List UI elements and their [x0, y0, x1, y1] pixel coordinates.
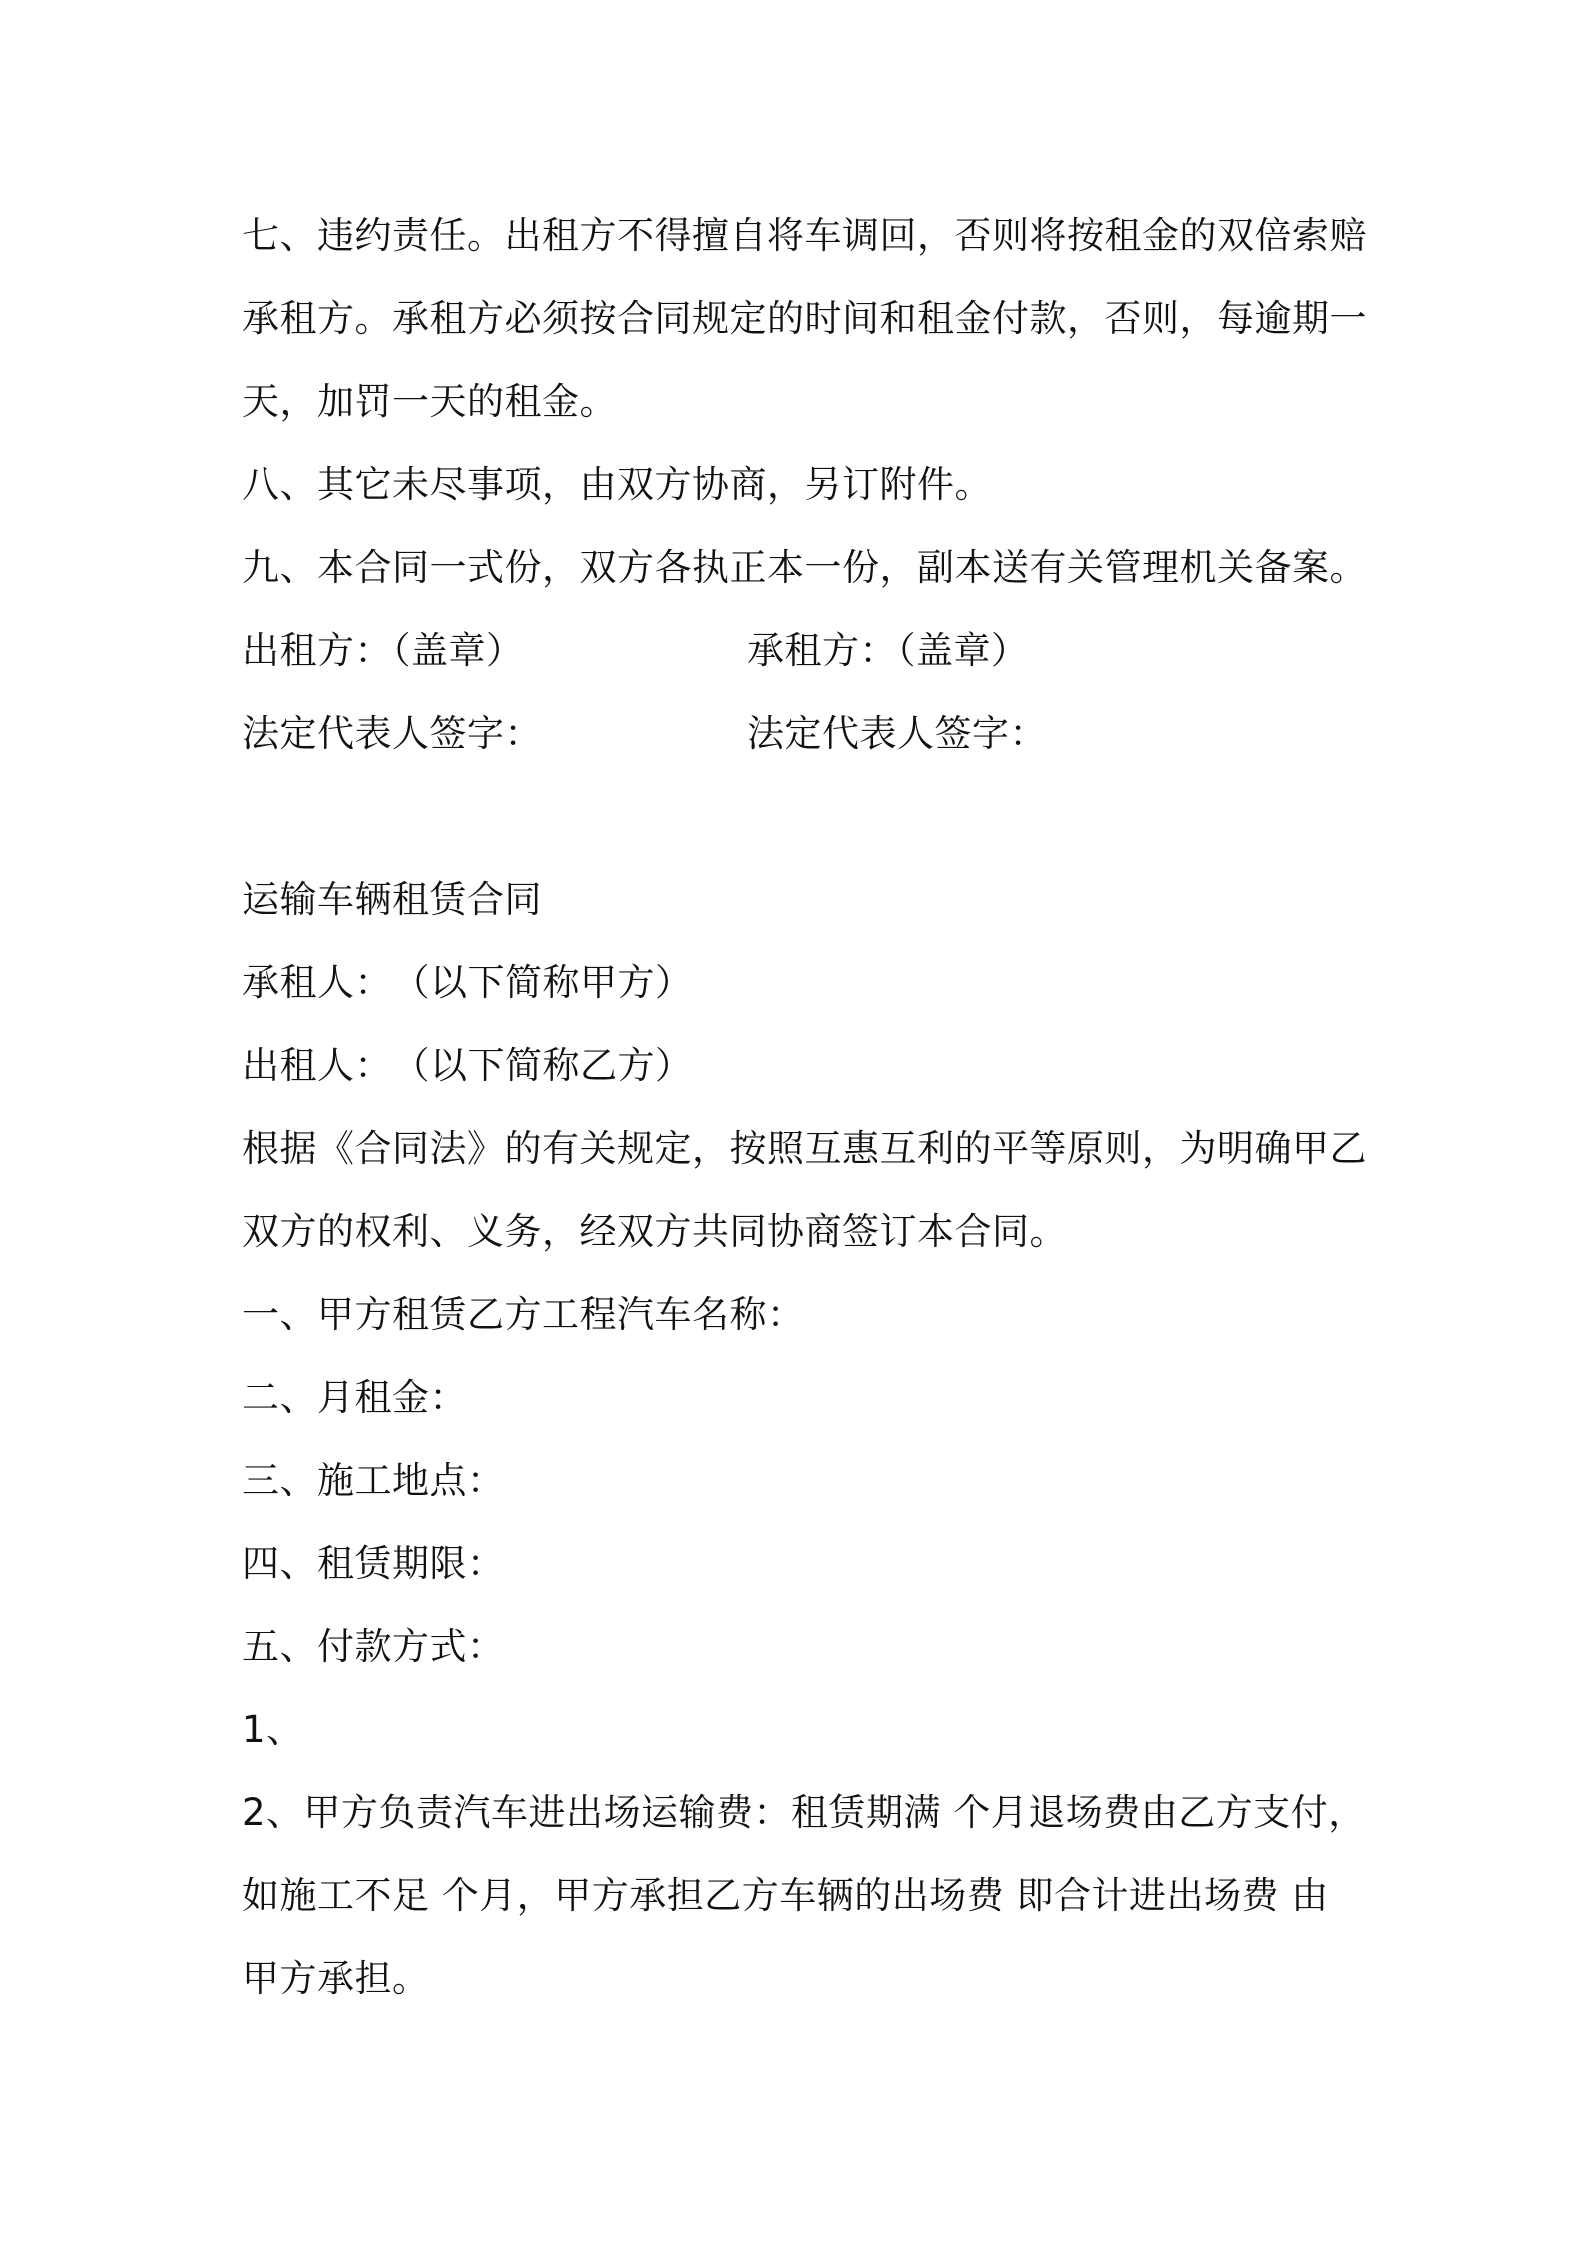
payment-sub-2-line-2: 如施工不足 个月，甲方承担乙方车辆的出场费 即合计进出场费 由: [242, 1874, 1329, 1917]
lessor-party: 出租人： （以下简称乙方）: [242, 1044, 693, 1087]
representative-row: [242, 692, 1362, 775]
clause-8: 八、其它未尽事项，由双方协商，另订附件。: [242, 463, 992, 506]
lessee-party: 承租人： （以下简称甲方）: [242, 961, 693, 1004]
document-body: [242, 194, 1367, 2020]
payment-sub-2-line-3: 甲方承担。: [242, 1957, 430, 2000]
clause-7-line-3: 天，加罚一天的租金。: [242, 380, 617, 423]
seal-row: [242, 609, 1362, 692]
clause-9: 九、本合同一式份，双方各执正本一份，副本送有关管理机关备案。: [242, 546, 1367, 589]
item-5-payment-method: 五、付款方式：: [242, 1625, 505, 1668]
payment-sub-2-line-1: 2、甲方负责汽车进出场运输费：租赁期满 个月退场费由乙方支付，: [242, 1791, 1366, 1834]
item-3-location: 三、施工地点：: [242, 1459, 505, 1502]
contract-title: 运输车辆租赁合同: [242, 878, 542, 921]
lessee-seal-label: 承租方：（盖章）: [747, 629, 1029, 672]
clause-7-line-2: 承租方。承租方必须按合同规定的时间和租金付款，否则，每逾期一: [242, 297, 1367, 340]
preamble-line-2: 双方的权利、义务，经双方共同协商签订本合同。: [242, 1210, 1067, 1253]
lessee-representative-label: 法定代表人签字：: [747, 712, 1047, 755]
item-1-vehicle-name: 一、甲方租赁乙方工程汽车名称：: [242, 1293, 805, 1336]
preamble-line-1: 根据《合同法》的有关规定，按照互惠互利的平等原则，为明确甲乙: [242, 1127, 1367, 1170]
item-4-lease-term: 四、租赁期限：: [242, 1542, 505, 1585]
section-gap: [242, 775, 1362, 858]
lessor-representative-label: 法定代表人签字：: [242, 712, 542, 755]
item-2-monthly-rent: 二、月租金：: [242, 1376, 467, 1419]
lessor-seal-label: 出租方：（盖章）: [242, 629, 524, 672]
payment-sub-1: 1、: [242, 1708, 304, 1751]
clause-7-line-1: 七、违约责任。出租方不得擅自将车调回，否则将按租金的双倍索赔: [242, 214, 1367, 257]
